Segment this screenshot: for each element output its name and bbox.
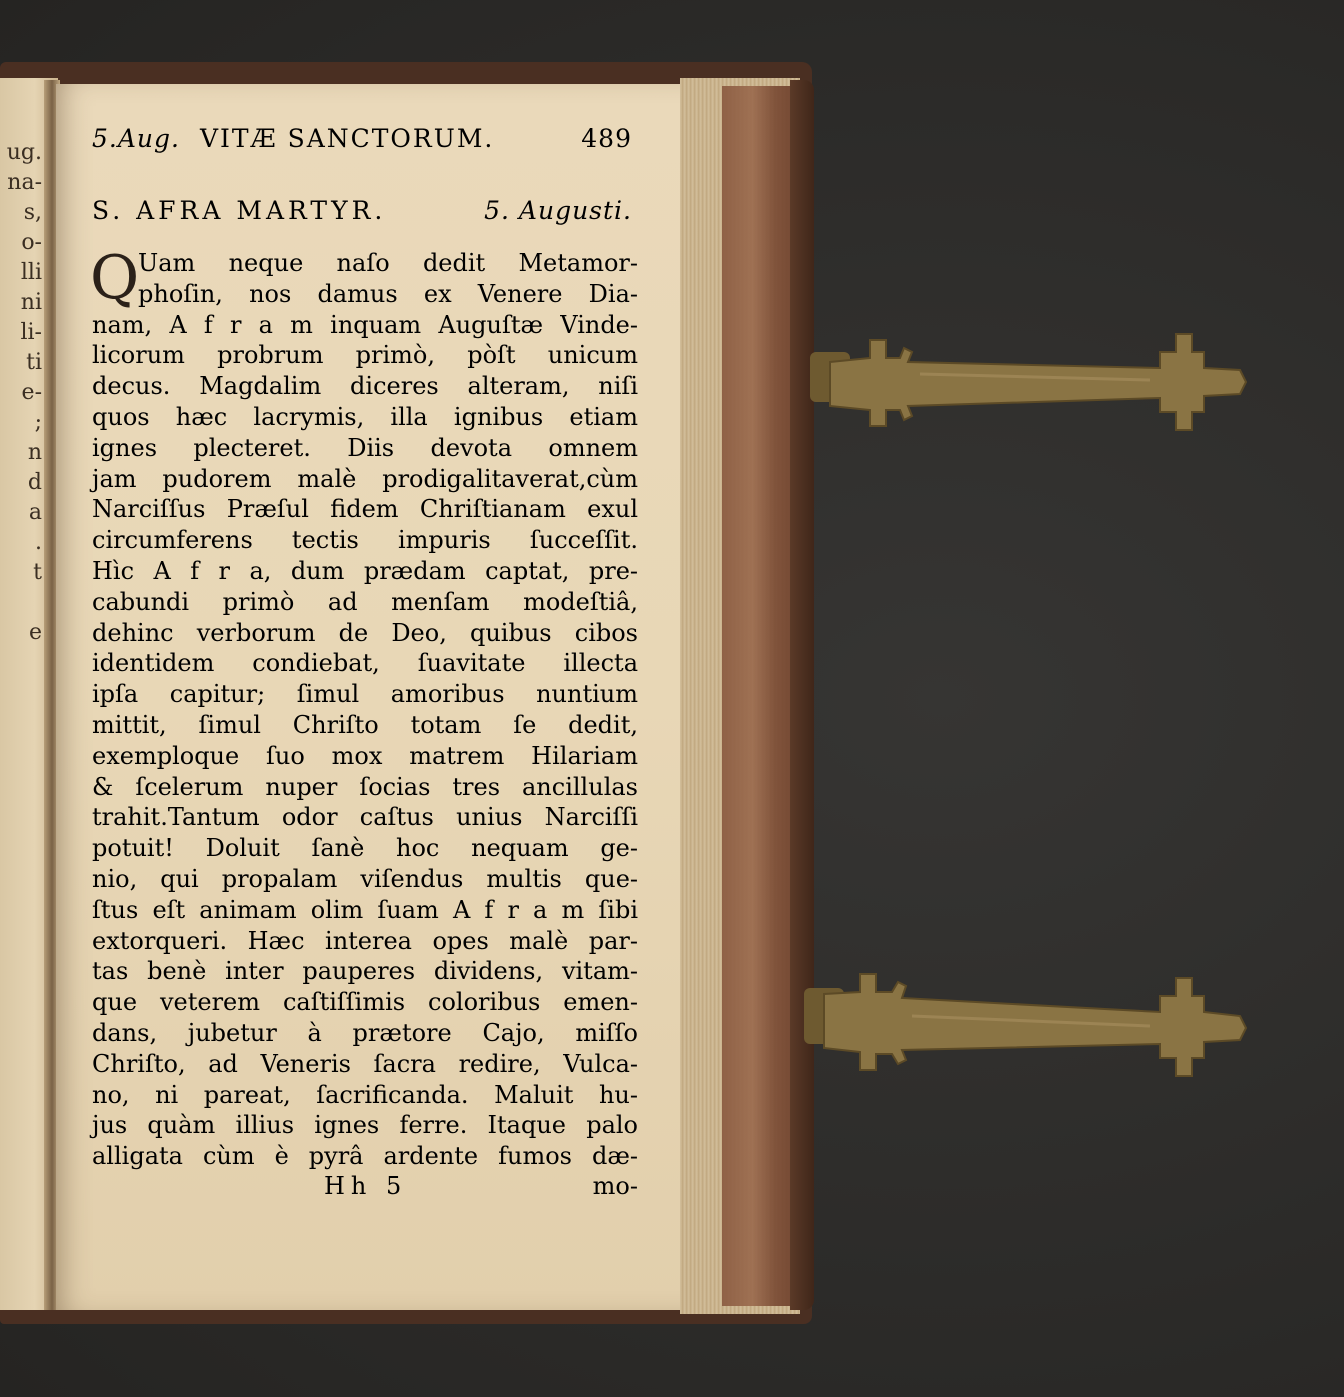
text-line: trahit.Tantum odor caſtus unius Narciſſi [92, 803, 638, 832]
left-page-fragment: o- [21, 230, 42, 255]
section-title [92, 196, 632, 236]
left-page-fragment: e- [21, 380, 42, 405]
running-head-title: VITÆ SANCTORUM. [200, 124, 495, 153]
left-page-fragment: e [28, 620, 42, 645]
left-page-fragment: s, [23, 200, 42, 225]
text-line: alligata cùm è pyrâ ardente fumos dæ- [92, 1142, 638, 1171]
lower-brass-clasp-icon [800, 960, 1260, 1080]
text-line: licorum probrum primò, pòſt unicum [92, 341, 638, 370]
left-page-text-fragments [2, 138, 42, 678]
left-page-fragment [2, 648, 42, 678]
left-page-fragment: li- [20, 320, 42, 345]
saint-name: S. AFRA MARTYR. [92, 196, 387, 225]
left-page-fragment: na- [7, 170, 42, 195]
text-line: phoſin, nos damus ex Venere Dia- [138, 279, 638, 308]
left-page-fragment: ti [26, 350, 42, 375]
running-head [92, 124, 632, 164]
left-page-fragment: d [27, 470, 42, 495]
text-line: decus. Magdalim diceres alteram, niſi [92, 372, 638, 401]
drop-cap: Q [90, 243, 140, 313]
feast-date: 5. Augusti. [484, 196, 632, 225]
text-line: ſtus eſt animam olim ſuam A f r a m ſibi [92, 895, 638, 924]
left-page-fragment: lli [20, 260, 42, 285]
left-page-fragment: ; [34, 410, 42, 435]
text-line: dehinc verborum de Deo, quibus cibos [92, 618, 638, 647]
text-line: Chriſto, ad Veneris ſacra redire, Vulca- [92, 1049, 638, 1078]
text-line: circumferens tectis impuris ſucceſſit. [92, 526, 638, 555]
text-line: nio, qui propalam viſendus multis que- [92, 864, 638, 893]
left-page-fragment: ni [20, 290, 42, 315]
body-text [90, 243, 638, 1172]
text-line: jus quàm illius ignes ferre. Itaque palo [92, 1111, 638, 1140]
text-line: ipſa capitur; ſimul amoribus nuntium [92, 680, 638, 709]
back-board [790, 80, 814, 1310]
upper-brass-clasp-icon [800, 322, 1260, 432]
text-line: tas benè inter pauperes dividens, vitam- [92, 957, 638, 986]
text-line: exemploque ſuo mox matrem Hilariam [92, 741, 638, 770]
text-line: identidem condiebat, ſuavitate illecta [92, 649, 638, 678]
text-line: Hìc A f r a, dum prædam captat, pre- [92, 556, 638, 585]
page-number: 489 [581, 124, 632, 153]
catchword: mo- [592, 1172, 638, 1200]
red-sprinkled-edge [722, 86, 798, 1306]
right-page [56, 84, 696, 1310]
text-line: dans, jubetur à prætore Cajo, miſſo [92, 1018, 638, 1047]
left-page-fragment: . [35, 530, 42, 555]
text-line: extorqueri. Hæc interea opes malè par- [92, 926, 638, 955]
text-line: que veterem caſtiſſimis coloribus emen- [92, 988, 638, 1017]
text-line: cabundi primò ad menſam modeſtiâ, [92, 587, 638, 616]
page-footer [92, 1172, 638, 1204]
text-line: no, ni pareat, ſacrificanda. Maluit hu- [92, 1080, 638, 1109]
left-page-fragment: n [27, 440, 42, 465]
text-line: Uam neque naſo dedit Metamor- [138, 249, 638, 277]
text-line: mittit, ſimul Chriſto totam ſe dedit, [92, 710, 638, 739]
text-line: quos hæc lacrymis, illa ignibus etiam [92, 402, 638, 431]
text-line: jam pudorem malè prodigalitaverat,cùm [92, 464, 638, 493]
running-head-date: 5.Aug. [92, 124, 180, 153]
text-line: & ſcelerum nuper ſocias tres ancillulas [92, 772, 638, 801]
text-line: ignes plecteret. Diis devota omnem [92, 433, 638, 462]
signature-mark: Hh 5 [324, 1172, 408, 1200]
left-page-fragment: a [28, 500, 42, 525]
text-line: nam, A f r a m inquam Auguſtæ Vinde- [92, 310, 638, 339]
text-line: Narciſſus Præſul fidem Chriſtianam exul [92, 495, 638, 524]
left-page-fragment: t [33, 560, 42, 585]
text-line: potuit! Doluit ſanè hoc nequam ge- [92, 834, 638, 863]
left-page-fragment [2, 588, 42, 618]
left-page-fragment: ug. [6, 140, 42, 165]
